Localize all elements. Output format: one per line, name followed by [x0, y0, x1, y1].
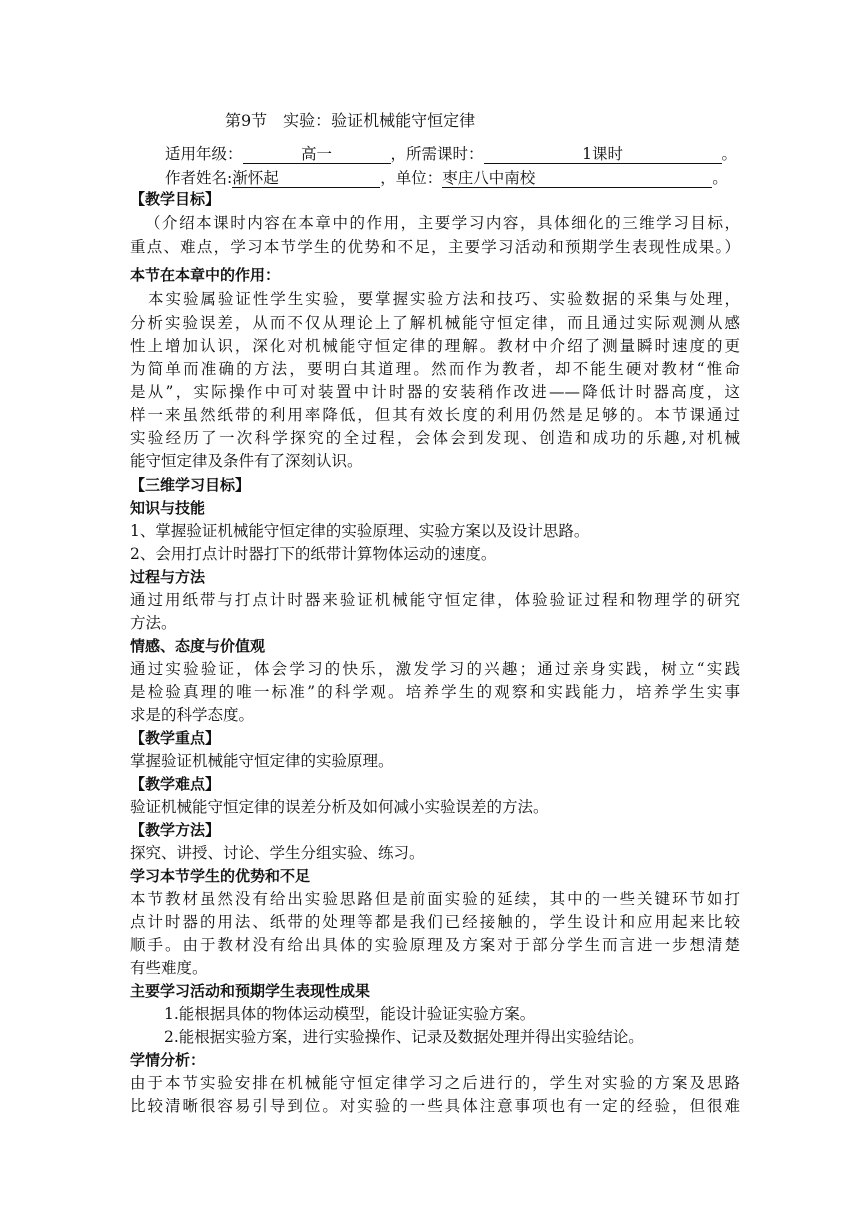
role-heading: 本节在本章中的作用： [130, 266, 281, 284]
method-text: 探究、讲授、讨论、学生分组实验、练习。 [130, 844, 425, 862]
unit-label: ，单位： [380, 169, 443, 187]
advantage-text-line: 本节教材虽然没有给出实验思路但是前面实验的延续，其中的一些关键环节如打 [130, 890, 740, 908]
page-title: 第9节 实验：验证机械能守恒定律 [225, 111, 476, 130]
process-text-line: 通过用纸带与打点计时器来验证机械能守恒定律，体验验证过程和物理学的研究 [130, 591, 740, 609]
grade-row-end: 。 [721, 145, 738, 163]
advantage-text-line: 点计时器的用法、纸带的处理等都是我们已经接触的，学生设计和应用起来比较 [130, 913, 740, 931]
goal-intro-line: （介绍本课时内容在本章中的作用，主要学习内容，具体细化的三维学习目标， [145, 214, 740, 232]
hours-label: ，所需课时： [390, 145, 484, 163]
activity-item: 2.能根据实验方案，进行实验操作、记录及数据处理并得出实验结论。 [164, 1028, 644, 1046]
role-text-line: 本实验属验证性学生实验，要掌握实验方法和技巧、实验数据的采集与处理， [148, 290, 740, 308]
role-text-line: 能守恒定律及条件有了深刻认识。 [130, 452, 363, 470]
author-row-end: 。 [712, 169, 728, 187]
emotion-text-line: 是检验真理的唯一标准”的科学观。培养学生的观察和实践能力，培养学生实事 [130, 683, 740, 701]
analysis-heading: 学情分析： [130, 1051, 206, 1069]
knowledge-heading: 知识与技能 [130, 499, 206, 517]
activity-item: 1.能根据具体的物体运动模型，能设计验证实验方案。 [164, 1005, 536, 1023]
meta-grade-row [165, 142, 737, 164]
three-goals-heading: 【三维学习目标】 [130, 476, 251, 494]
advantage-text-line: 有些难度。 [130, 959, 208, 977]
process-text-line: 方法。 [130, 614, 177, 632]
unit-value: 枣庄八中南校 [442, 169, 712, 188]
analysis-text-line: 由于本节实验安排在机械能守恒定律学习之后进行的，学生对实验的方案及思路 [130, 1074, 740, 1092]
analysis-text-line: 比较清晰很容易引导到位。对实验的一些具体注意事项也有一定的经验，但很难 [130, 1097, 740, 1115]
grade-label: 适用年级： [165, 145, 243, 163]
emotion-text-line: 求是的科学态度。 [130, 706, 255, 724]
author-value: 渐怀起 [232, 169, 380, 188]
role-text-line: 性上增加认识，深化对机械能守恒定律的理解。教材中介绍了测量瞬时速度的更 [130, 337, 740, 355]
emotion-text-line: 通过实验验证，体会学习的快乐，激发学习的兴趣；通过亲身实践，树立“实践 [130, 660, 740, 678]
role-text-line: 是从”，实际操作中可对装置中计时器的安装稍作改进——降低计时器高度，这 [130, 383, 740, 401]
role-text-line: 为简单而准确的方法，要明白其道理。然而作为教者，却不能生硬对教材“惟命 [130, 360, 740, 378]
grade-value: 高一 [243, 145, 391, 164]
emotion-heading: 情感、态度与价值观 [130, 637, 266, 655]
knowledge-item: 2、会用打点计时器打下的纸带计算物体运动的速度。 [130, 545, 497, 563]
advantage-heading: 学习本节学生的优势和不足 [130, 867, 311, 885]
key-point-heading: 【教学重点】 [130, 729, 221, 747]
process-heading: 过程与方法 [130, 568, 206, 586]
role-text-line: 实验经历了一次科学探究的全过程，会体会到发现、创造和成功的乐趣,对机械 [130, 429, 740, 447]
key-point-text: 掌握验证机械能守恒定律的实验原理。 [130, 752, 394, 770]
goal-heading: 【教学目标】 [130, 190, 221, 208]
role-text-line: 分析实验误差，从而不仅从理论上了解机械能守恒定律，而且通过实际观测从感 [130, 314, 740, 332]
meta-author-row [165, 166, 728, 188]
difficult-point-heading: 【教学难点】 [130, 775, 221, 793]
hours-value: 1课时 [484, 145, 722, 164]
advantage-text-line: 顺手。由于教材没有给出具体的实验原理及方案对于部分学生而言进一步想清楚 [130, 936, 740, 954]
goal-intro-line: 重点、难点，学习本节学生的优势和不足，主要学习活动和预期学生表现性成果。） [130, 238, 740, 256]
knowledge-item: 1、掌握验证机械能守恒定律的实验原理、实验方案以及设计思路。 [130, 522, 590, 540]
method-heading: 【教学方法】 [130, 821, 221, 839]
activity-heading: 主要学习活动和预期学生表现性成果 [130, 982, 371, 1000]
role-text-line: 样一来虽然纸带的利用率降低，但其有效长度的利用仍然是足够的。本节课通过 [130, 406, 740, 424]
author-label: 作者姓名: [165, 169, 233, 187]
difficult-point-text: 验证机械能守恒定律的误差分析及如何减小实验误差的方法。 [130, 798, 549, 816]
